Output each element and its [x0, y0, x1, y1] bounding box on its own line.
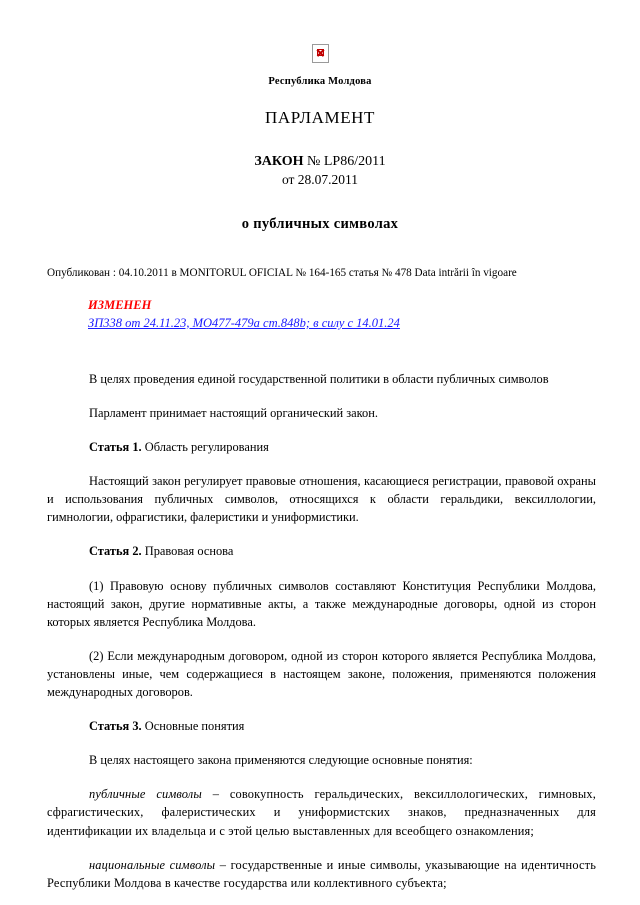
- amendment-reference-link[interactable]: ЗП338 от 24.11.23, МО477-479а ст.848b; в силу с 14.01.24: [88, 315, 400, 330]
- law-date: от 28.07.2011: [281, 172, 359, 187]
- emblem-container: [0, 0, 640, 63]
- article-3-heading: [47, 717, 596, 735]
- article-2-paragraph-2: (2) Если международным договором, одной из сторон которого является Республика Молдова, установлены иные, чем содержащиеся в настоящем законе, положения, применяются положения международных договоров.: [47, 648, 596, 700]
- definition-term-national-symbols: национальные символы: [89, 857, 216, 872]
- broken-image-icon: [312, 44, 329, 63]
- article-2-heading: [47, 542, 596, 560]
- article-3-title: Основные понятия: [144, 719, 245, 734]
- amendment-block: [88, 298, 640, 332]
- law-number: № LP86/2011: [307, 154, 386, 169]
- article-1-title: Область регулирования: [144, 439, 269, 454]
- article-2-number: Статья 2.: [89, 544, 142, 559]
- law-label: ЗАКОН: [254, 154, 304, 169]
- article-3-paragraph-1: В целях настоящего закона применяются следующие основные понятия:: [89, 753, 473, 768]
- definition-text-public-symbols: – совокупность геральдических, вексиллологических, гимновых, сфрагистических, фалеристических и униформистских знаков, предназначенных для идентификации их владельца и с этой целью выставленных для всеобщего ознакомления;: [47, 787, 597, 838]
- article-3-number: Статья 3.: [89, 719, 142, 734]
- law-number-line: [0, 154, 640, 170]
- article-2-paragraph-1: (1) Правовую основу публичных символов составляют Конституция Республики Молдова, настоящий закон, другие нормативные акты, а также международные договоры, одной из сторон которых является Республика Молдова.: [47, 578, 596, 629]
- article-1-heading: [47, 438, 596, 456]
- preamble-paragraph-1: В целях проведения единой государственной политики в области публичных символов: [89, 371, 549, 386]
- amendment-status: ИЗМЕНЕН: [88, 298, 152, 313]
- country-name: Республика Молдова: [268, 76, 372, 87]
- preamble-paragraph-2: Парламент принимает настоящий органический закон.: [89, 405, 378, 420]
- definition-public-symbols: [47, 785, 596, 839]
- definition-term-public-symbols: публичные символы: [89, 787, 202, 802]
- definition-text-national-symbols: – государственные и иные символы, указывающие на идентичность Республики Молдова в качестве государства или коллективного субъекта;: [47, 857, 596, 890]
- law-title: о публичных символах: [241, 216, 399, 232]
- institution-name: ПАРЛАМЕНТ: [264, 108, 376, 127]
- article-1-number: Статья 1.: [89, 439, 142, 454]
- article-2-title: Правовая основа: [144, 544, 234, 559]
- document-body: [47, 370, 596, 892]
- definition-national-symbols: [47, 856, 596, 892]
- article-1-paragraph-1: Настоящий закон регулирует правовые отношения, касающиеся регистрации, правовой охраны и использования публичных символов, относящихся к области геральдики, вексиллологии, гимнологии, офрагистики, фалеристики и униформистики.: [47, 474, 596, 525]
- publication-line: Опубликован : 04.10.2011 в MONITORUL OFICIAL № 164-165 статья № 478 Data intrării în vigoare: [47, 267, 517, 279]
